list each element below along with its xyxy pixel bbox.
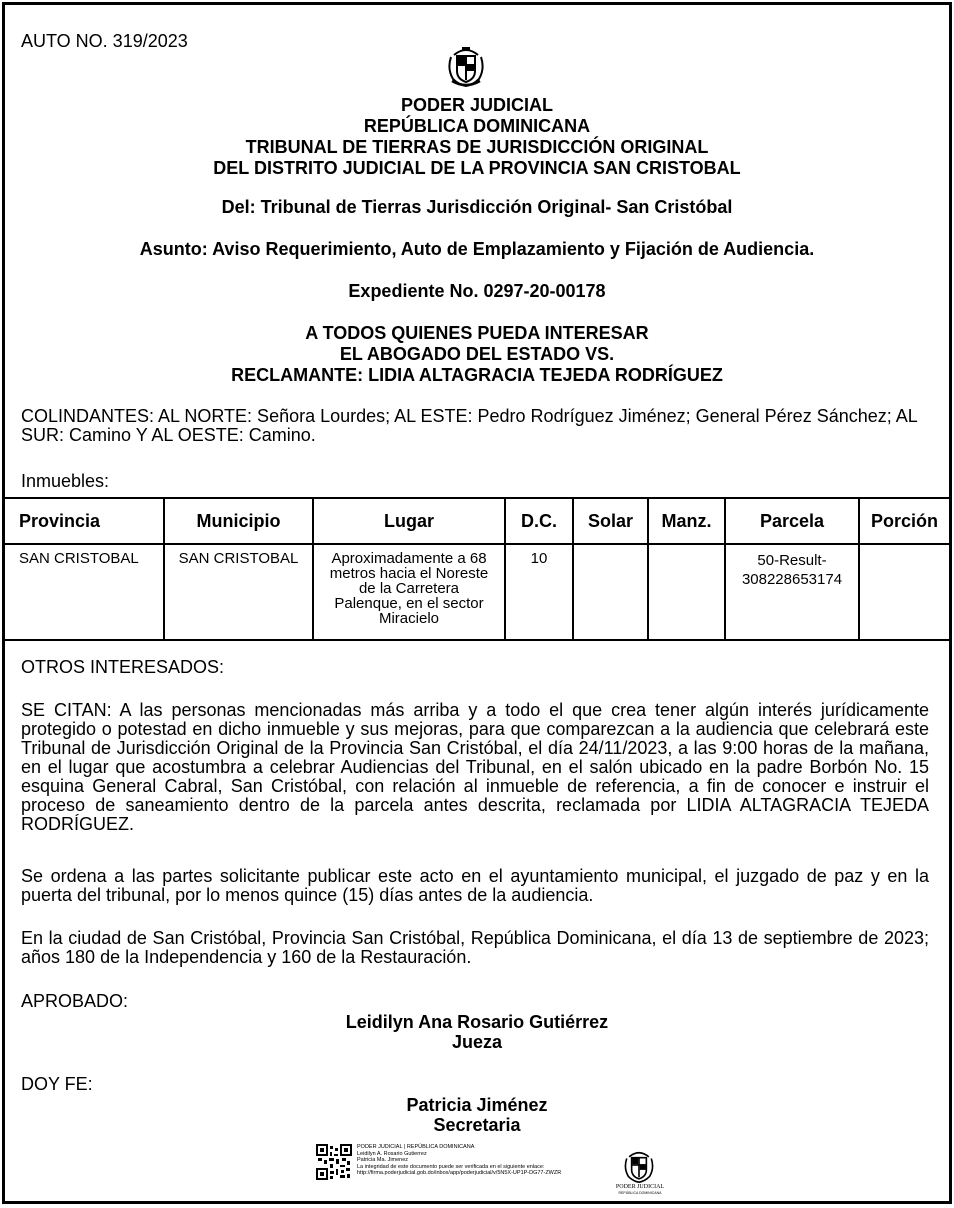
auto-number: AUTO NO. 319/2023 — [21, 31, 188, 51]
coat-of-arms-icon — [445, 43, 487, 87]
column-header: Lugar — [313, 498, 505, 544]
verification-line-3: Patricia Ma. Jimenez — [357, 1157, 409, 1163]
header-line-3: TRIBUNAL DE TIERRAS DE JURISDICCIÓN ORIGINAL — [245, 137, 709, 157]
cell-provincia: SAN CRISTOBAL — [5, 544, 164, 640]
inmuebles-label: Inmuebles: — [21, 471, 110, 491]
verification-line-2: Leidilyn A. Rosario Gutierrez — [357, 1150, 427, 1157]
qr-code-icon — [316, 1144, 352, 1180]
secretary-signature — [5, 1095, 949, 1135]
del-line: Del: Tribunal de Tierras Jurisdicción Original- San Cristóbal — [221, 197, 733, 217]
judge-name: Leidilyn Ana Rosario Gutiérrez — [345, 1012, 609, 1032]
column-header: Solar — [573, 498, 648, 544]
header-line-1: PODER JUDICIAL — [400, 95, 553, 115]
coat-of-arms-icon — [619, 1147, 659, 1183]
colindantes-paragraph: COLINDANTES: AL NORTE: Señora Lourdes; AL ESTE: Pedro Rodríguez Jiménez; General Pérez Sánchez; AL SUR: Camino Y AL OESTE: Camino. — [21, 406, 918, 445]
column-header: Manz. — [648, 498, 725, 544]
cell-dc: 10 — [505, 544, 573, 640]
doy-fe-label: DOY FE: — [21, 1074, 93, 1094]
verification-line-1: PODER JUDICIAL | REPÚBLICA DOMINICANA — [357, 1144, 475, 1150]
seal-sublabel: REPÚBLICA DOMINICANA — [618, 1191, 662, 1195]
cell-manz — [648, 544, 725, 640]
judge-signature — [5, 1012, 949, 1052]
court-header — [5, 95, 949, 179]
property-table — [5, 497, 949, 641]
header-line-2: REPÚBLICA DOMINICANA — [363, 116, 591, 136]
parties-line-2: EL ABOGADO DEL ESTADO VS. — [339, 344, 615, 364]
citan-paragraph: SE CITAN: A las personas mencionadas más arriba y a todo el que crea tener algún interés jurídicamente protegido o potestad en dicho inmueble y sus mejoras, para que comparezcan a la audiencia que celebrará este Tribunal de Jurisdicción Original de la Provincia San Cristóbal, el día 24/11/2023, a las 9:00 horas de la mañana, en el lugar que acostumbra a celebrar Audiencias del Tribunal, en el salón ubicado en la padre Borbón No. 15 esquina General Cabral, San Cristóbal, con relación al inmueble de referencia, a fin de conocer e instruir el proceso de saneamiento dentro de la parcela antes descrita, reclamada por LIDIA ALTAGRACIA TEJEDA RODRÍGUEZ. — [21, 700, 929, 834]
seal-label: PODER JUDICIAL — [615, 1184, 665, 1190]
ordena-paragraph: Se ordena a las partes solicitante publicar este acto en el ayuntamiento municipal, el juzgado de paz y en la puerta del tribunal, por lo menos quince (15) días antes de la audiencia. — [21, 866, 929, 905]
verification-line-4: La integridad de este documento puede ser verificada en el siguiente enlace: — [357, 1163, 545, 1170]
parties-line-3: RECLAMANTE: LIDIA ALTAGRACIA TEJEDA RODRÍGUEZ — [231, 365, 723, 385]
ciudad-paragraph: En la ciudad de San Cristóbal, Provincia San Cristóbal, República Dominicana, el día 13 de septiembre de 2023; años 180 de la Independencia y 160 de la Restauración. — [21, 928, 929, 967]
verification-text — [357, 1144, 607, 1177]
column-header: Provincia — [5, 498, 164, 544]
document-page — [2, 2, 952, 1204]
column-header: Municipio — [164, 498, 313, 544]
parties-block — [5, 323, 949, 386]
cell-porcion — [859, 544, 949, 640]
otros-interesados-label: OTROS INTERESADOS: — [21, 657, 225, 677]
parties-line-1: A TODOS QUIENES PUEDA INTERESAR — [305, 323, 649, 343]
table-header-row — [5, 498, 949, 544]
asunto-line: Asunto: Aviso Requerimiento, Auto de Emplazamiento y Fijación de Audiencia. — [139, 239, 815, 259]
column-header: Porción — [859, 498, 949, 544]
table-row — [5, 544, 949, 640]
cell-municipio: SAN CRISTOBAL — [164, 544, 313, 640]
column-header: Parcela — [725, 498, 859, 544]
secretary-name: Patricia Jiménez — [406, 1095, 548, 1115]
judge-title: Jueza — [451, 1032, 503, 1052]
verification-link[interactable]: http://firma.poderjudicial.gob.do/inbox/app/poderjudicial/v/5N5X-UP1P-DG77-ZWZR — [357, 1170, 562, 1176]
header-line-4: DEL DISTRITO JUDICIAL DE LA PROVINCIA SAN CRISTOBAL — [213, 158, 741, 178]
column-header: D.C. — [505, 498, 573, 544]
secretary-title: Secretaria — [433, 1115, 521, 1135]
cell-solar — [573, 544, 648, 640]
cell-parcela: 50-Result-308228653174 — [725, 544, 859, 640]
cell-lugar: Aproximadamente a 68 metros hacia el Noreste de la Carretera Palenque, en el sector Miracielo — [313, 544, 505, 640]
aprobado-label: APROBADO: — [21, 991, 129, 1011]
expediente-line: Expediente No. 0297-20-00178 — [348, 281, 606, 301]
